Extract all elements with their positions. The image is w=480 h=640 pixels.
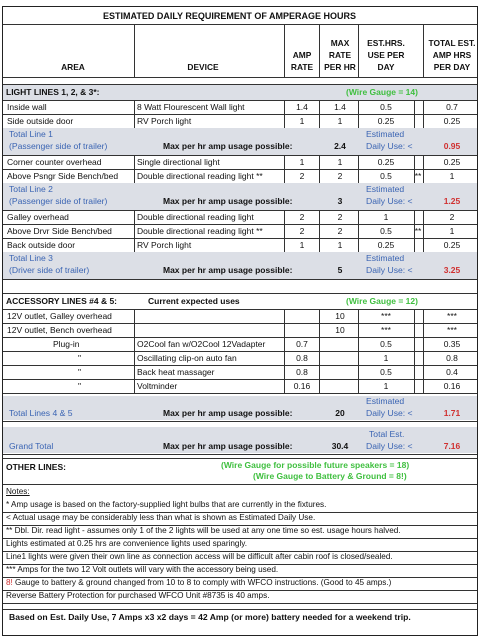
divider <box>3 114 477 115</box>
cell-est: *** <box>381 311 391 321</box>
cell-total: 2 <box>449 212 455 222</box>
cell-est: 0.25 <box>377 116 395 126</box>
divider <box>3 169 477 170</box>
max-usage-label: Max per hr amp usage possible: <box>163 408 293 418</box>
cell-total: 1 <box>449 171 455 181</box>
header-amp_rate-1: RATE <box>290 62 314 72</box>
daily-use-value: 7.16 <box>443 441 461 451</box>
column-divider <box>319 309 320 393</box>
column-divider <box>284 25 285 77</box>
header-est_hrs-1: USE PER <box>367 50 405 60</box>
max-usage-label: Max per hr amp usage possible: <box>163 196 293 206</box>
accessory-subtitle: Current expected uses <box>148 296 240 306</box>
daily-use-value: 0.95 <box>443 141 461 151</box>
max-usage-value: 20 <box>335 408 345 418</box>
divider <box>3 609 477 610</box>
daily-use-value: 1.25 <box>443 196 461 206</box>
amperage-requirements-sheet <box>2 6 478 636</box>
estimated-label: Estimated <box>366 184 405 194</box>
light-section-title: LIGHT LINES 1, 2, & 3*: <box>6 87 100 97</box>
cell-amp: 1 <box>299 240 305 250</box>
gauge-note-mark: 8! <box>6 578 13 587</box>
column-divider <box>284 309 285 393</box>
column-divider <box>134 25 135 77</box>
cell-max: 2 <box>337 212 343 222</box>
daily-use-label: Daily Use: < <box>366 408 413 418</box>
column-divider <box>319 25 320 77</box>
cell-device: Voltminder <box>137 381 178 391</box>
cell-amp: 1 <box>299 116 305 126</box>
divider <box>3 84 477 85</box>
other-lines-title: OTHER LINES: <box>6 462 66 472</box>
divider <box>3 393 477 394</box>
cell-area: Plug-in <box>53 339 80 349</box>
divider <box>3 351 477 352</box>
divider <box>3 323 477 324</box>
divider <box>3 293 477 294</box>
header-total-1: AMP HRS <box>432 50 472 60</box>
divider <box>3 279 477 280</box>
cell-est: 0.25 <box>377 240 395 250</box>
cell-total: 0.4 <box>446 367 458 377</box>
column-divider <box>423 100 424 128</box>
column-divider <box>134 155 135 183</box>
cell-est: 0.5 <box>380 339 392 349</box>
cell-device: RV Porch light <box>137 116 192 126</box>
cell-max: 1 <box>337 116 343 126</box>
column-divider <box>423 309 424 393</box>
max-usage-label: Max per hr amp usage possible: <box>163 265 293 275</box>
divider <box>3 100 477 101</box>
cell-max: 2 <box>337 171 343 181</box>
column-divider <box>134 210 135 252</box>
cell-area: Inside wall <box>7 102 47 112</box>
column-divider <box>358 210 359 252</box>
divider <box>3 421 477 422</box>
light-gauge: (Wire Gauge = 14) <box>346 87 418 97</box>
cell-max: 10 <box>335 325 345 335</box>
cell-max: 1 <box>337 240 343 250</box>
cell-total: 0.35 <box>443 339 461 349</box>
column-divider <box>358 155 359 183</box>
page-title: ESTIMATED DAILY REQUIREMENT OF AMPERAGE HOURS <box>103 11 357 21</box>
total-sublabel: (Passenger side of trailer) <box>9 196 108 206</box>
accessory-section-title: ACCESSORY LINES #4 & 5: <box>6 296 118 306</box>
cell-total: 0.16 <box>443 381 461 391</box>
divider <box>3 24 477 25</box>
total-label: Total Line 1 <box>9 129 53 139</box>
cell-total: 0.7 <box>446 102 458 112</box>
daily-use-label: Daily Use: < <box>366 196 413 206</box>
divider <box>3 484 477 485</box>
column-divider <box>319 100 320 128</box>
divider <box>3 77 477 78</box>
column-divider <box>134 100 135 128</box>
cell-device: Back heat massager <box>137 367 215 377</box>
divider <box>3 365 477 366</box>
cell-device: Double directional reading light ** <box>137 226 263 236</box>
cell-area: 12V outlet, Galley overhead <box>7 311 112 321</box>
cell-est: 0.5 <box>380 226 392 236</box>
divider <box>3 224 477 225</box>
cell-device: Double directional reading light <box>137 212 254 222</box>
divider <box>3 210 477 211</box>
cell-amp: 2 <box>299 171 305 181</box>
column-divider <box>284 100 285 128</box>
estimated-label: Total Est. <box>369 429 405 439</box>
note-line: *** Amps for the two 12 Volt outlets will vary with the accessory being used. <box>6 565 279 574</box>
estimated-label: Estimated <box>366 253 405 263</box>
daily-use-label: Daily Use: < <box>366 441 413 451</box>
daily-use-value: 3.25 <box>443 265 461 275</box>
cell-area: " <box>78 381 82 391</box>
cell-amp: 0.16 <box>293 381 311 391</box>
column-divider <box>284 155 285 183</box>
cell-area: " <box>78 367 82 377</box>
header-total-0: TOTAL EST. <box>428 38 476 48</box>
header-max_rate-0: MAX <box>330 38 350 48</box>
column-divider <box>414 155 415 183</box>
column-divider <box>134 309 135 393</box>
note-line: * Amp usage is based on the factory-supplied light bulbs that are currently in the fixtures. <box>6 500 327 509</box>
cell-area: Galley overhead <box>7 212 69 222</box>
cell-device: Oscillating clip-on auto fan <box>137 353 237 363</box>
divider <box>3 603 477 604</box>
cell-est: 1 <box>383 212 389 222</box>
cell-est: 0.5 <box>380 102 392 112</box>
max-usage-value: 2.4 <box>334 141 346 151</box>
header-total-2: PER DAY <box>433 62 471 72</box>
footer-summary: Based on Est. Daily Use, 7 Amps x3 x2 days = 42 Amp (or more) battery needed for a weekend trip. <box>9 612 411 622</box>
notes-title: Notes: <box>6 487 30 496</box>
max-usage-value: 5 <box>337 265 343 275</box>
cell-max: 10 <box>335 311 345 321</box>
total-label: Total Line 2 <box>9 184 53 194</box>
column-divider <box>319 155 320 183</box>
column-divider <box>414 100 415 128</box>
column-divider <box>284 210 285 252</box>
header-device: DEVICE <box>187 62 219 72</box>
column-divider <box>423 155 424 183</box>
cell-star: ** <box>414 171 422 181</box>
max-usage-value: 30.4 <box>331 441 349 451</box>
cell-area: 12V outlet, Bench overhead <box>7 325 112 335</box>
cell-total: *** <box>447 311 457 321</box>
daily-use-value: 1.71 <box>443 408 461 418</box>
cell-device: Double directional reading light ** <box>137 171 263 181</box>
column-divider <box>358 100 359 128</box>
cell-area: Corner counter overhead <box>7 157 102 167</box>
divider <box>3 454 477 455</box>
column-divider <box>319 210 320 252</box>
header-max_rate-1: RATE <box>328 50 352 60</box>
cell-area: Back outside door <box>7 240 76 250</box>
gauge-note: Gauge to battery & ground changed from 10 to 8 to comply with WFCO instructions. (Good to 45 amps.) <box>15 578 392 587</box>
total-sublabel: (Passenger side of trailer) <box>9 141 108 151</box>
header-est_hrs-0: EST.HRS. <box>367 38 405 48</box>
cell-max: 1 <box>337 157 343 167</box>
divider <box>3 238 477 239</box>
cell-max: 1.4 <box>334 102 346 112</box>
cell-area: Above Drvr Side Bench/bed <box>7 226 112 236</box>
cell-est: 0.5 <box>380 171 392 181</box>
cell-max: 2 <box>337 226 343 236</box>
cell-total: *** <box>447 325 457 335</box>
total-sublabel: (Driver side of trailer) <box>9 265 90 275</box>
cell-est: 0.5 <box>380 367 392 377</box>
accessory-gauge: (Wire Gauge = 12) <box>346 296 418 306</box>
daily-use-label: Daily Use: < <box>366 265 413 275</box>
cell-total: 0.8 <box>446 353 458 363</box>
cell-est: 1 <box>383 381 389 391</box>
cell-amp: 0.8 <box>296 353 308 363</box>
column-divider <box>358 309 359 393</box>
column-divider <box>358 25 359 77</box>
grand-total-label: Grand Total <box>9 441 54 451</box>
cell-amp: 1 <box>299 157 305 167</box>
cell-area: Side outside door <box>7 116 74 126</box>
cell-amp: 0.8 <box>296 367 308 377</box>
cell-amp: 1.4 <box>296 102 308 112</box>
cell-device: 8 Watt Flourescent Wall light <box>137 102 245 112</box>
cell-est: 0.25 <box>377 157 395 167</box>
column-divider <box>423 25 424 77</box>
cell-total: 0.25 <box>443 157 461 167</box>
cell-star: ** <box>414 226 422 236</box>
cell-device: RV Porch light <box>137 240 192 250</box>
cell-device: Single directional light <box>137 157 220 167</box>
cell-amp: 2 <box>299 212 305 222</box>
cell-device: O2Cool fan w/O2Cool 12Vadapter <box>137 339 266 349</box>
column-divider <box>423 210 424 252</box>
cell-est: 1 <box>383 353 389 363</box>
daily-use-label: Daily Use: < <box>366 141 413 151</box>
note-line: Lights estimated at 0.25 hrs are convenience lights used sparingly. <box>6 539 248 548</box>
total-label: Total Line 3 <box>9 253 53 263</box>
cell-total: 0.25 <box>443 240 461 250</box>
divider <box>3 458 477 459</box>
divider <box>3 379 477 380</box>
divider <box>3 337 477 338</box>
estimated-label: Estimated <box>366 129 405 139</box>
column-divider <box>414 210 415 252</box>
note-line: ** Dbl. Dir. read light - assumes only 1 of the 2 lights will be used at any one time so est. usage hours halved. <box>6 526 401 535</box>
max-usage-value: 3 <box>337 196 343 206</box>
cell-est: *** <box>381 325 391 335</box>
header-max_rate-2: PER HR <box>324 62 356 72</box>
cell-amp: 2 <box>299 226 305 236</box>
max-usage-label: Max per hr amp usage possible: <box>163 441 293 451</box>
cell-area: " <box>78 353 82 363</box>
max-usage-label: Max per hr amp usage possible: <box>163 141 293 151</box>
battery-gauge: (Wire Gauge to Battery & Ground = 8!) <box>253 471 407 481</box>
cell-area: Above Psngr Side Bench/bed <box>7 171 119 181</box>
note-line: Line1 lights were given their own line as connection access will be difficult after cabin roof is closed/sealed. <box>6 552 393 561</box>
reverse-protection-note: Reverse Battery Protection for purchased WFCO Unit #8735 is 40 amps. <box>6 591 270 600</box>
header-amp_rate-0: AMP <box>292 50 312 60</box>
estimated-label: Estimated <box>366 396 405 406</box>
cell-amp: 0.7 <box>296 339 308 349</box>
column-divider <box>414 309 415 393</box>
speaker-gauge: (Wire Gauge for possible future speakers = 18) <box>221 460 410 470</box>
header-est_hrs-2: DAY <box>377 62 395 72</box>
header-area: AREA <box>61 62 85 72</box>
divider <box>3 309 477 310</box>
divider <box>3 155 477 156</box>
note-line: < Actual usage may be considerably less than what is shown as Estimated Daily Use. <box>6 513 316 522</box>
total-label: Total Lines 4 & 5 <box>9 408 73 418</box>
cell-total: 1 <box>449 226 455 236</box>
cell-total: 0.25 <box>443 116 461 126</box>
